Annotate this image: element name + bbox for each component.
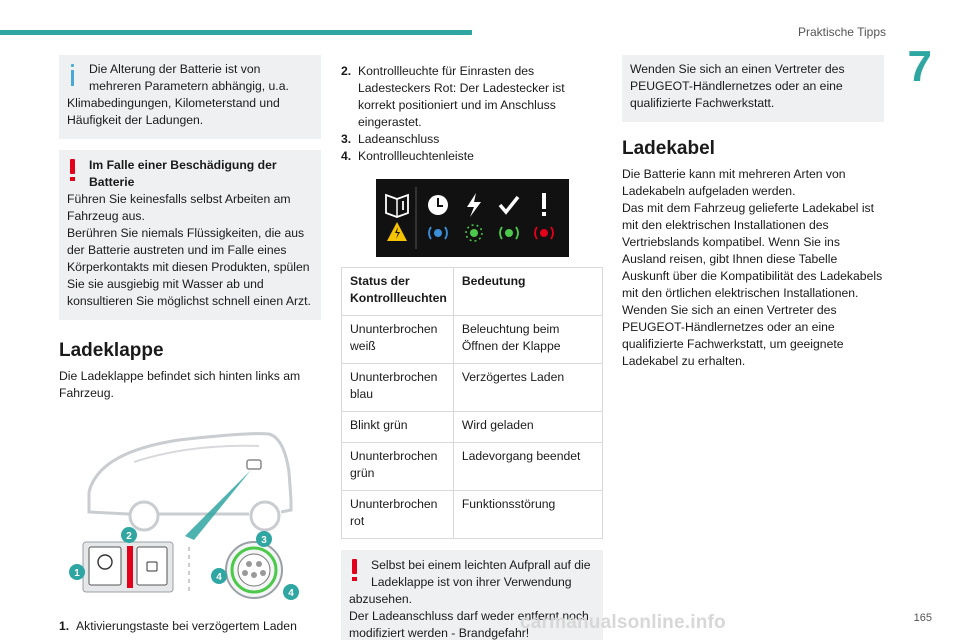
charging-flap-illustration <box>59 412 321 602</box>
svg-text:4: 4 <box>288 588 294 599</box>
ladeklappe-text: Die Ladeklappe befindet sich hinten links am Fahrzeug. <box>59 369 301 400</box>
page-number: 165 <box>913 612 932 624</box>
chapter-number: 7 <box>907 42 932 91</box>
svg-text:4: 4 <box>216 572 222 583</box>
info-icon <box>71 64 74 86</box>
table-header-row <box>342 268 603 316</box>
callout-3 <box>256 531 272 547</box>
led-green <box>500 227 518 239</box>
callout-4-right <box>283 584 299 600</box>
lightning-icon <box>467 193 481 217</box>
numbered-list-col1 <box>59 618 321 635</box>
warning-box-text: Führen Sie keinesfalls selbst Arbeiten am Fahrzeug aus. <box>67 192 291 223</box>
column-1 <box>59 55 321 635</box>
note-box-text: Wenden Sie sich an einen Vertreter des PEUGEOT-Händlernetzes oder an eine qualifizierte Fachwerkstatt. <box>630 62 845 110</box>
svg-text:1: 1 <box>74 568 80 579</box>
table-header-status: Status der Kontrollleuchten <box>342 268 454 316</box>
ladekabel-paragraph-2: Das mit dem Fahrzeug gelieferte Ladekabel ist mit den elektrischen Installationen des Vertriebslands kompatibel. Wenn Sie ins Ausland reisen, gibt Ihnen diese Tabelle Auskunft über die Kompatibilität des Ladekabels mit den örtlichen elektrischen Installationen. <box>622 201 883 300</box>
warning-box-text-2: Berühren Sie niemals Flüssigkeiten, die aus der Batterie austreten und im Falle eines Körperkontakts mit diesen Produkten, spülen Sie sie ausgiebig mit Wasser ab und konsultieren Sie möglichst schnell einen Arzt. <box>67 226 311 308</box>
table-header-meaning: Bedeutung <box>453 268 602 316</box>
list-item: 2. Kontrollleuchte für Einrasten des Ladesteckers Rot: Der Ladestecker ist korrekt positioniert und im Anschluss eingerastet. <box>341 64 565 129</box>
indicator-meaning-table <box>341 267 603 539</box>
led-green-blinking <box>466 225 482 241</box>
column-3 <box>622 55 884 370</box>
book-info-icon <box>386 195 408 217</box>
led-blue <box>429 227 447 239</box>
callout-4-left <box>211 568 227 584</box>
check-icon <box>500 197 518 212</box>
running-header: Praktische Tipps <box>797 25 886 39</box>
indicator-light-panel <box>376 179 569 257</box>
info-box <box>59 55 321 139</box>
note-box <box>622 55 884 122</box>
callout-1 <box>69 564 85 580</box>
section-title-ladeklappe: Ladeklappe <box>59 340 164 361</box>
warning-icon <box>352 559 357 581</box>
table-row: Ununterbrochen grün Ladevorgang beendet <box>342 443 603 491</box>
table-row: Ununterbrochen blau Verzögertes Laden <box>342 364 603 412</box>
header-accent-bar <box>0 30 472 35</box>
exclamation-icon <box>542 193 546 216</box>
list-item: 1. Aktivierungstaste bei verzögertem Laden <box>59 619 297 633</box>
ladekabel-paragraph-1: Die Batterie kann mit mehreren Arten von Ladekabeln aufgeladen werden. <box>622 167 846 198</box>
table-row: Blinkt grün Wird geladen <box>342 412 603 443</box>
svg-text:2: 2 <box>126 531 132 542</box>
list-item: 4. Kontrollleuchtenleiste <box>341 149 474 163</box>
section-title-ladekabel: Ladekabel <box>622 138 715 159</box>
watermark: carmanualsonline.info <box>520 612 726 633</box>
led-red <box>535 227 553 239</box>
numbered-list-col2 <box>341 63 603 165</box>
svg-text:3: 3 <box>261 535 267 546</box>
list-item: 3. Ladeanschluss <box>341 132 440 146</box>
warning-box <box>59 150 321 320</box>
info-box-first-line: Die Alterung der Batterie ist von mehreren Parametern abhängig, u.a. <box>89 62 289 93</box>
clock-icon <box>428 195 448 215</box>
ladekabel-paragraph-3: Wenden Sie sich an einen Vertreter des PEUGEOT-Händlernetzes oder an eine qualifizierte Fachwerkstatt, um geeignete Ladekabel zu erhalten. <box>622 303 844 368</box>
warning-icon <box>70 159 75 181</box>
electric-warning-icon <box>387 222 407 241</box>
warning-box-rest-2: Der Ladeanschluss darf weder entfernt noch modifiziert werden - Brandgefahr! <box>349 609 589 640</box>
table-row: Ununterbrochen weiß Beleuchtung beim Öffnen der Klappe <box>342 316 603 364</box>
info-box-rest: Klimabedingungen, Kilometerstand und Häufigkeit der Ladungen. <box>67 96 280 127</box>
warning-box-rest: abzusehen. <box>349 592 413 606</box>
warning-box-first: Selbst bei einem leichten Aufprall auf die Ladeklappe ist von ihrer Verwendung <box>371 558 591 589</box>
table-row: Ununterbrochen rot Funktionsstörung <box>342 491 603 539</box>
charging-flap <box>247 460 261 469</box>
callout-2 <box>121 527 137 543</box>
warning-box-title: Im Falle einer Beschädigung der Batterie <box>89 158 277 189</box>
column-2 <box>341 63 603 640</box>
